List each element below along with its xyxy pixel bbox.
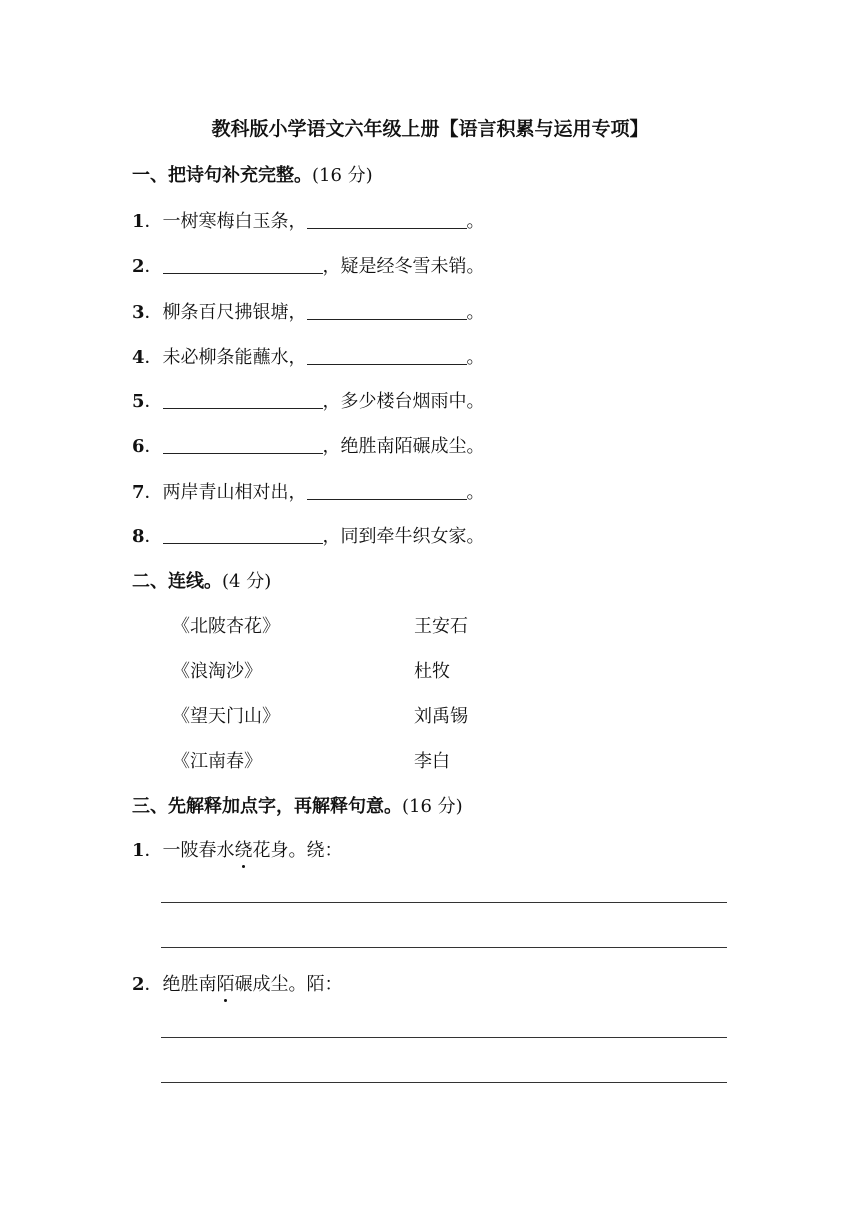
question-text-pre: 绝胜南 xyxy=(162,974,217,995)
poet-name-3[interactable]: 刘禹锡 xyxy=(414,706,468,727)
fill-blank-item-2: 2． ，疑是经冬雪未销。 xyxy=(132,256,485,277)
item-number: 6 xyxy=(132,436,145,457)
ending-punctuation: 。 xyxy=(466,211,485,232)
answer-blank[interactable] xyxy=(163,255,323,274)
answer-line[interactable] xyxy=(161,1082,727,1083)
fill-blank-item-8: 8． ，同到牵牛织女家。 xyxy=(132,526,485,547)
question-number: 2 xyxy=(132,974,145,995)
page-title: 教科版小学语文六年级上册【语言积累与运用专项】 xyxy=(211,118,649,140)
poet-name-4[interactable]: 李白 xyxy=(414,751,450,772)
dotted-character: 陌 xyxy=(217,970,235,996)
answer-blank[interactable] xyxy=(163,435,323,454)
verse-given: ，同到牵牛织女家。 xyxy=(322,526,485,547)
item-number: 8 xyxy=(132,526,145,547)
poem-title-2[interactable]: 《浪淘沙》 xyxy=(172,661,262,682)
item-number: 3 xyxy=(132,302,145,323)
ending-punctuation: 。 xyxy=(466,347,485,368)
answer-blank[interactable] xyxy=(163,525,323,544)
item-number: 5 xyxy=(132,391,145,412)
answer-blank[interactable] xyxy=(163,390,323,409)
verse-given: ，多少楼台烟雨中。 xyxy=(322,391,485,412)
fill-blank-item-7: 7．两岸青山相对出， 。 xyxy=(132,482,485,503)
fill-blank-item-6: 6． ，绝胜南陌碾成尘。 xyxy=(132,436,485,457)
verse-given: ，绝胜南陌碾成尘。 xyxy=(322,436,485,457)
item-number: 4 xyxy=(132,347,145,368)
item-number: 1 xyxy=(132,211,145,232)
poem-title-3[interactable]: 《望天门山》 xyxy=(172,706,280,727)
answer-line[interactable] xyxy=(161,1037,727,1038)
section-1-title: 一、把诗句补充完整。 xyxy=(132,165,312,186)
explain-question-1: 1．一陂春水绕花身。绕： xyxy=(132,836,343,862)
answer-blank[interactable] xyxy=(307,481,467,500)
fill-blank-item-3: 3．柳条百尺拂银塘， 。 xyxy=(132,302,485,323)
dotted-character: 绕 xyxy=(235,836,253,862)
fill-blank-item-1: 1．一树寒梅白玉条， 。 xyxy=(132,211,485,232)
poet-name-2[interactable]: 杜牧 xyxy=(414,661,450,682)
section-3-points: (16 分) xyxy=(402,796,463,817)
explain-question-2: 2．绝胜南陌碾成尘。陌： xyxy=(132,970,343,996)
item-number: 2 xyxy=(132,256,145,277)
section-2-points: (4 分) xyxy=(222,571,272,592)
section-heading-2 xyxy=(132,567,271,593)
section-heading-3 xyxy=(132,792,463,818)
section-2-title: 二、连线。 xyxy=(132,571,222,592)
ending-punctuation: 。 xyxy=(466,302,485,323)
question-text-post: 碾成尘。陌： xyxy=(234,974,343,995)
verse-given: 未必柳条能蘸水， xyxy=(162,347,307,368)
verse-given: 一树寒梅白玉条， xyxy=(162,211,307,232)
fill-blank-item-4: 4．未必柳条能蘸水， 。 xyxy=(132,347,485,368)
poet-name-1[interactable]: 王安石 xyxy=(414,616,468,637)
verse-given: 两岸青山相对出， xyxy=(162,482,307,503)
section-1-points: (16 分) xyxy=(312,165,373,186)
answer-blank[interactable] xyxy=(307,210,467,229)
answer-line[interactable] xyxy=(161,947,727,948)
ending-punctuation: 。 xyxy=(466,482,485,503)
answer-blank[interactable] xyxy=(307,346,467,365)
poem-title-4[interactable]: 《江南春》 xyxy=(172,751,262,772)
question-text-post: 花身。绕： xyxy=(252,840,343,861)
answer-blank[interactable] xyxy=(307,301,467,320)
section-3-title: 三、先解释加点字，再解释句意。 xyxy=(132,796,402,817)
question-text-pre: 一陂春水 xyxy=(162,840,235,861)
answer-line[interactable] xyxy=(161,902,727,903)
section-heading-1 xyxy=(132,161,373,187)
question-number: 1 xyxy=(132,840,145,861)
fill-blank-item-5: 5． ，多少楼台烟雨中。 xyxy=(132,391,485,412)
verse-given: ，疑是经冬雪未销。 xyxy=(322,256,485,277)
verse-given: 柳条百尺拂银塘， xyxy=(162,302,307,323)
item-number: 7 xyxy=(132,482,145,503)
poem-title-1[interactable]: 《北陂杏花》 xyxy=(172,616,280,637)
